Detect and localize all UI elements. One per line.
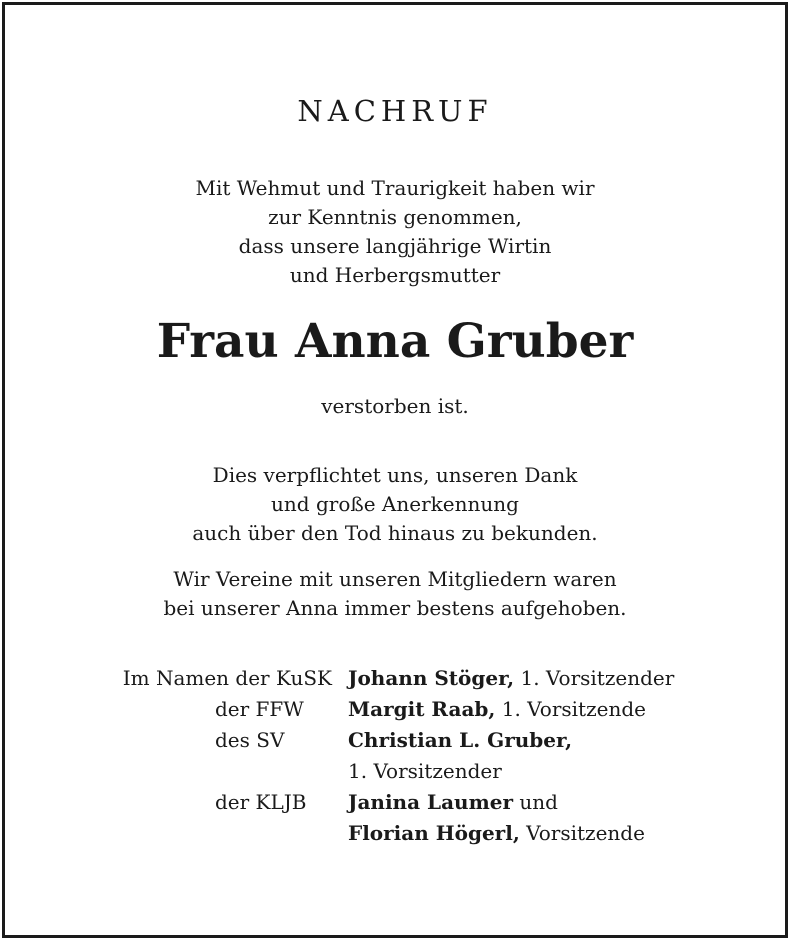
gratitude-paragraph (0, 461, 790, 548)
signature-person (348, 663, 674, 694)
gratitude-line: und große Anerkennung (271, 492, 519, 516)
notice-title: NACHRUF (297, 94, 493, 128)
gratitude-line: auch über den Tod hinaus zu bekunden. (192, 521, 598, 545)
deceased-line: verstorben ist. (321, 394, 469, 418)
clubs-line: Wir Vereine mit unseren Mitgliedern waren (173, 567, 617, 591)
signature-block (0, 663, 790, 849)
intro-line: Mit Wehmut und Traurigkeit haben wir (195, 176, 595, 200)
signature-row (0, 787, 790, 818)
signatory-name: Janina Laumer (348, 790, 514, 814)
signatory-name: Margit Raab, (348, 697, 496, 721)
signature-org: Im Namen der KuSK (122, 666, 332, 690)
signature-row (0, 725, 790, 756)
signatory-role: 1. Vorsitzender (348, 759, 502, 783)
intro-paragraph (0, 174, 790, 290)
deceased-name: Frau Anna Gruber (156, 314, 634, 369)
intro-line: und Herbergsmutter (289, 263, 501, 287)
signature-person (348, 694, 646, 725)
signature-row (0, 818, 790, 849)
intro-line: zur Kenntnis genommen, (268, 205, 522, 229)
intro-line: dass unsere langjährige Wirtin (238, 234, 552, 258)
signature-person (348, 787, 558, 818)
clubs-paragraph (0, 565, 790, 623)
signatory-role: 1. Vorsitzender (520, 666, 675, 690)
signature-row (0, 694, 790, 725)
signatory-role: 1. Vorsitzende (501, 697, 646, 721)
signatory-name: Johann Stöger, (348, 666, 515, 690)
signature-person (348, 818, 645, 849)
signature-row (0, 663, 790, 694)
signatory-name: Christian L. Gruber, (348, 728, 573, 752)
clubs-line: bei unserer Anna immer bestens aufgehoben. (163, 596, 627, 620)
signature-person (348, 725, 572, 756)
signature-org: der FFW (215, 697, 304, 721)
signatory-role: und (519, 790, 558, 814)
signatory-role: Vorsitzende (526, 821, 645, 845)
signature-row (0, 756, 790, 787)
signatory-name: Florian Högerl, (348, 821, 520, 845)
gratitude-line: Dies verpflichtet uns, unseren Dank (212, 463, 578, 487)
signature-org: der KLJB (215, 790, 307, 814)
signature-person (348, 756, 502, 787)
signature-org: des SV (215, 728, 285, 752)
